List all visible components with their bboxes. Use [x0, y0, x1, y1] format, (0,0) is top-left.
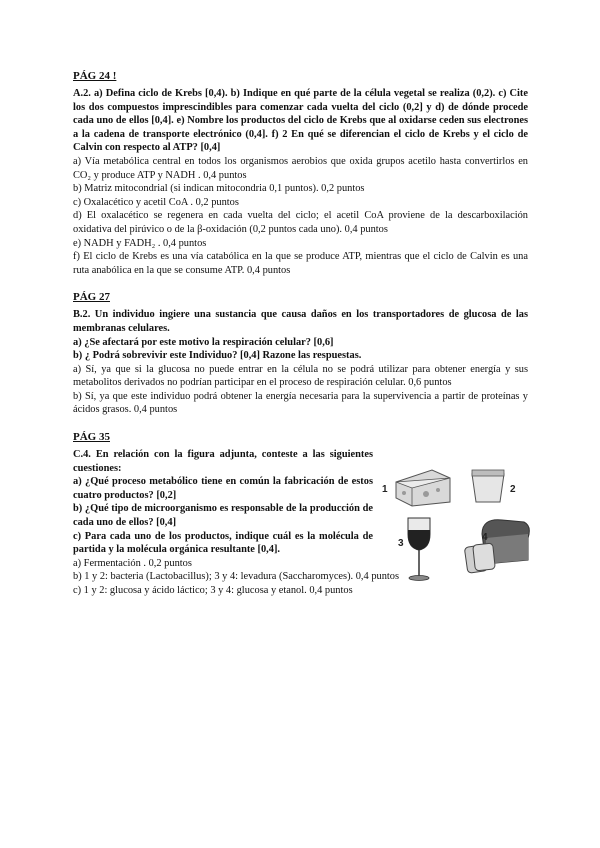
question-text: B.2. Un individuo ingiere una sustancia que causa daños en los transportadores de glucosa de las membranas celulares.: [73, 309, 528, 334]
answer-line: e) NADH y FADH₂ . 0,4 puntos: [73, 237, 207, 249]
answer-line: d) El oxalacético se regenera en cada vuelta del ciclo; el acetil CoA proviene de la descarboxilación oxidativa del pirúvico o de la β-oxidación (0,2 puntos cada uno). 0,4 puntos: [73, 210, 528, 235]
answer-line: b) 1 y 2: bacteria (Lactobacillus); 3 y 4: levadura (Saccharomyces). 0,4 puntos: [73, 571, 400, 583]
question-text: C.4. En relación con la figura adjunta, conteste a las siguientes cuestiones:: [73, 449, 373, 474]
figure-label-2: 2: [510, 484, 516, 495]
answer-line: a) Fermentación . 0,2 puntos: [73, 557, 192, 569]
section-pag24: [73, 70, 528, 277]
answer-line: c) 1 y 2: glucosa y ácido láctico; 3 y 4: glucosa y etanol. 0,4 puntos: [73, 585, 353, 596]
bread-icon: [462, 516, 532, 576]
figure-label-4: 4: [482, 532, 488, 543]
answer-line: b) Matriz mitocondrial (si indican mitocondria 0,1 puntos). 0,2 puntos: [73, 183, 365, 195]
figure-label-3: 3: [398, 538, 404, 549]
section-heading: PÁG 27: [73, 291, 110, 304]
section-heading: PÁG 24 !: [73, 70, 117, 82]
answer-line: a) Vía metabólica central en todos los organismos aerobios que oxida grupos acetilo hasta convertirlos en CO₂ y produce ATP y NADH . 0,4 puntos: [73, 155, 528, 181]
figure-label-1: 1: [382, 484, 388, 495]
question-text: A.2. a) Defina ciclo de Krebs [0,4). b) Indique en qué parte de la célula vegetal se realiza (0,2). c) Cite los dos compuestos imprescindibles para comenzar cada vuelta del ciclo (0,2] y d) de dónde procede cada uno de ellos [0,4]. e) Nombre los productos del ciclo de Krebs que al oxidarse ceden sus electrones a la cadena de transporte electrónico (0,4]. f) 2 En qué se diferencian el ciclo de Krebs y el ciclo de Calvin con respecto al ATP? [0,4]: [73, 88, 528, 154]
answer-line: f) El ciclo de Krebs es una vía catabólica en la que se produce ATP, mientras que el ciclo de Calvin es una ruta anabólica en la que se consume ATP. 0,4 puntos: [73, 251, 528, 276]
question-text: a) ¿Qué proceso metabólico tiene en común la fabricación de estos cuatro productos? [0,2]: [73, 476, 373, 501]
question-text: a) ¿Se afectará por este motivo la respiración celular? [0,6]: [73, 336, 334, 348]
question-text: c) Para cada uno de los productos, indique cuál es la molécula de partida y la molécula orgánica resultante [0,4].: [73, 530, 373, 556]
answer-line: a) Sí, ya que si la glucosa no puede entrar en la célula no se podrá utilizar para obtener energía y sus metabolitos derivados no podrían participar en el proceso de respiración celular. 0,6 puntos: [73, 363, 528, 389]
yogurt-icon: [470, 468, 506, 506]
question-text: b) ¿Qué tipo de microorganismo es responsable de la producción de cada uno de ellos? [0,4]: [73, 503, 373, 529]
products-figure: [382, 466, 532, 586]
question-text: b) ¿ Podrá sobrevivir este Individuo? [0,4] Razone las respuestas.: [73, 350, 362, 362]
section-pag27: [73, 291, 528, 417]
wine-glass-icon: [404, 516, 434, 582]
cheese-icon: [392, 468, 454, 508]
section-heading: PÁG 35: [73, 431, 110, 444]
answer-line: b) Sí, ya que este individuo podrá obtener la energía necesaria para la supervivencia a partir de proteínas y ácidos grasos. 0,4 puntos: [73, 390, 528, 416]
answer-line: c) Oxalacético y acetil CoA . 0,2 puntos: [73, 196, 239, 208]
